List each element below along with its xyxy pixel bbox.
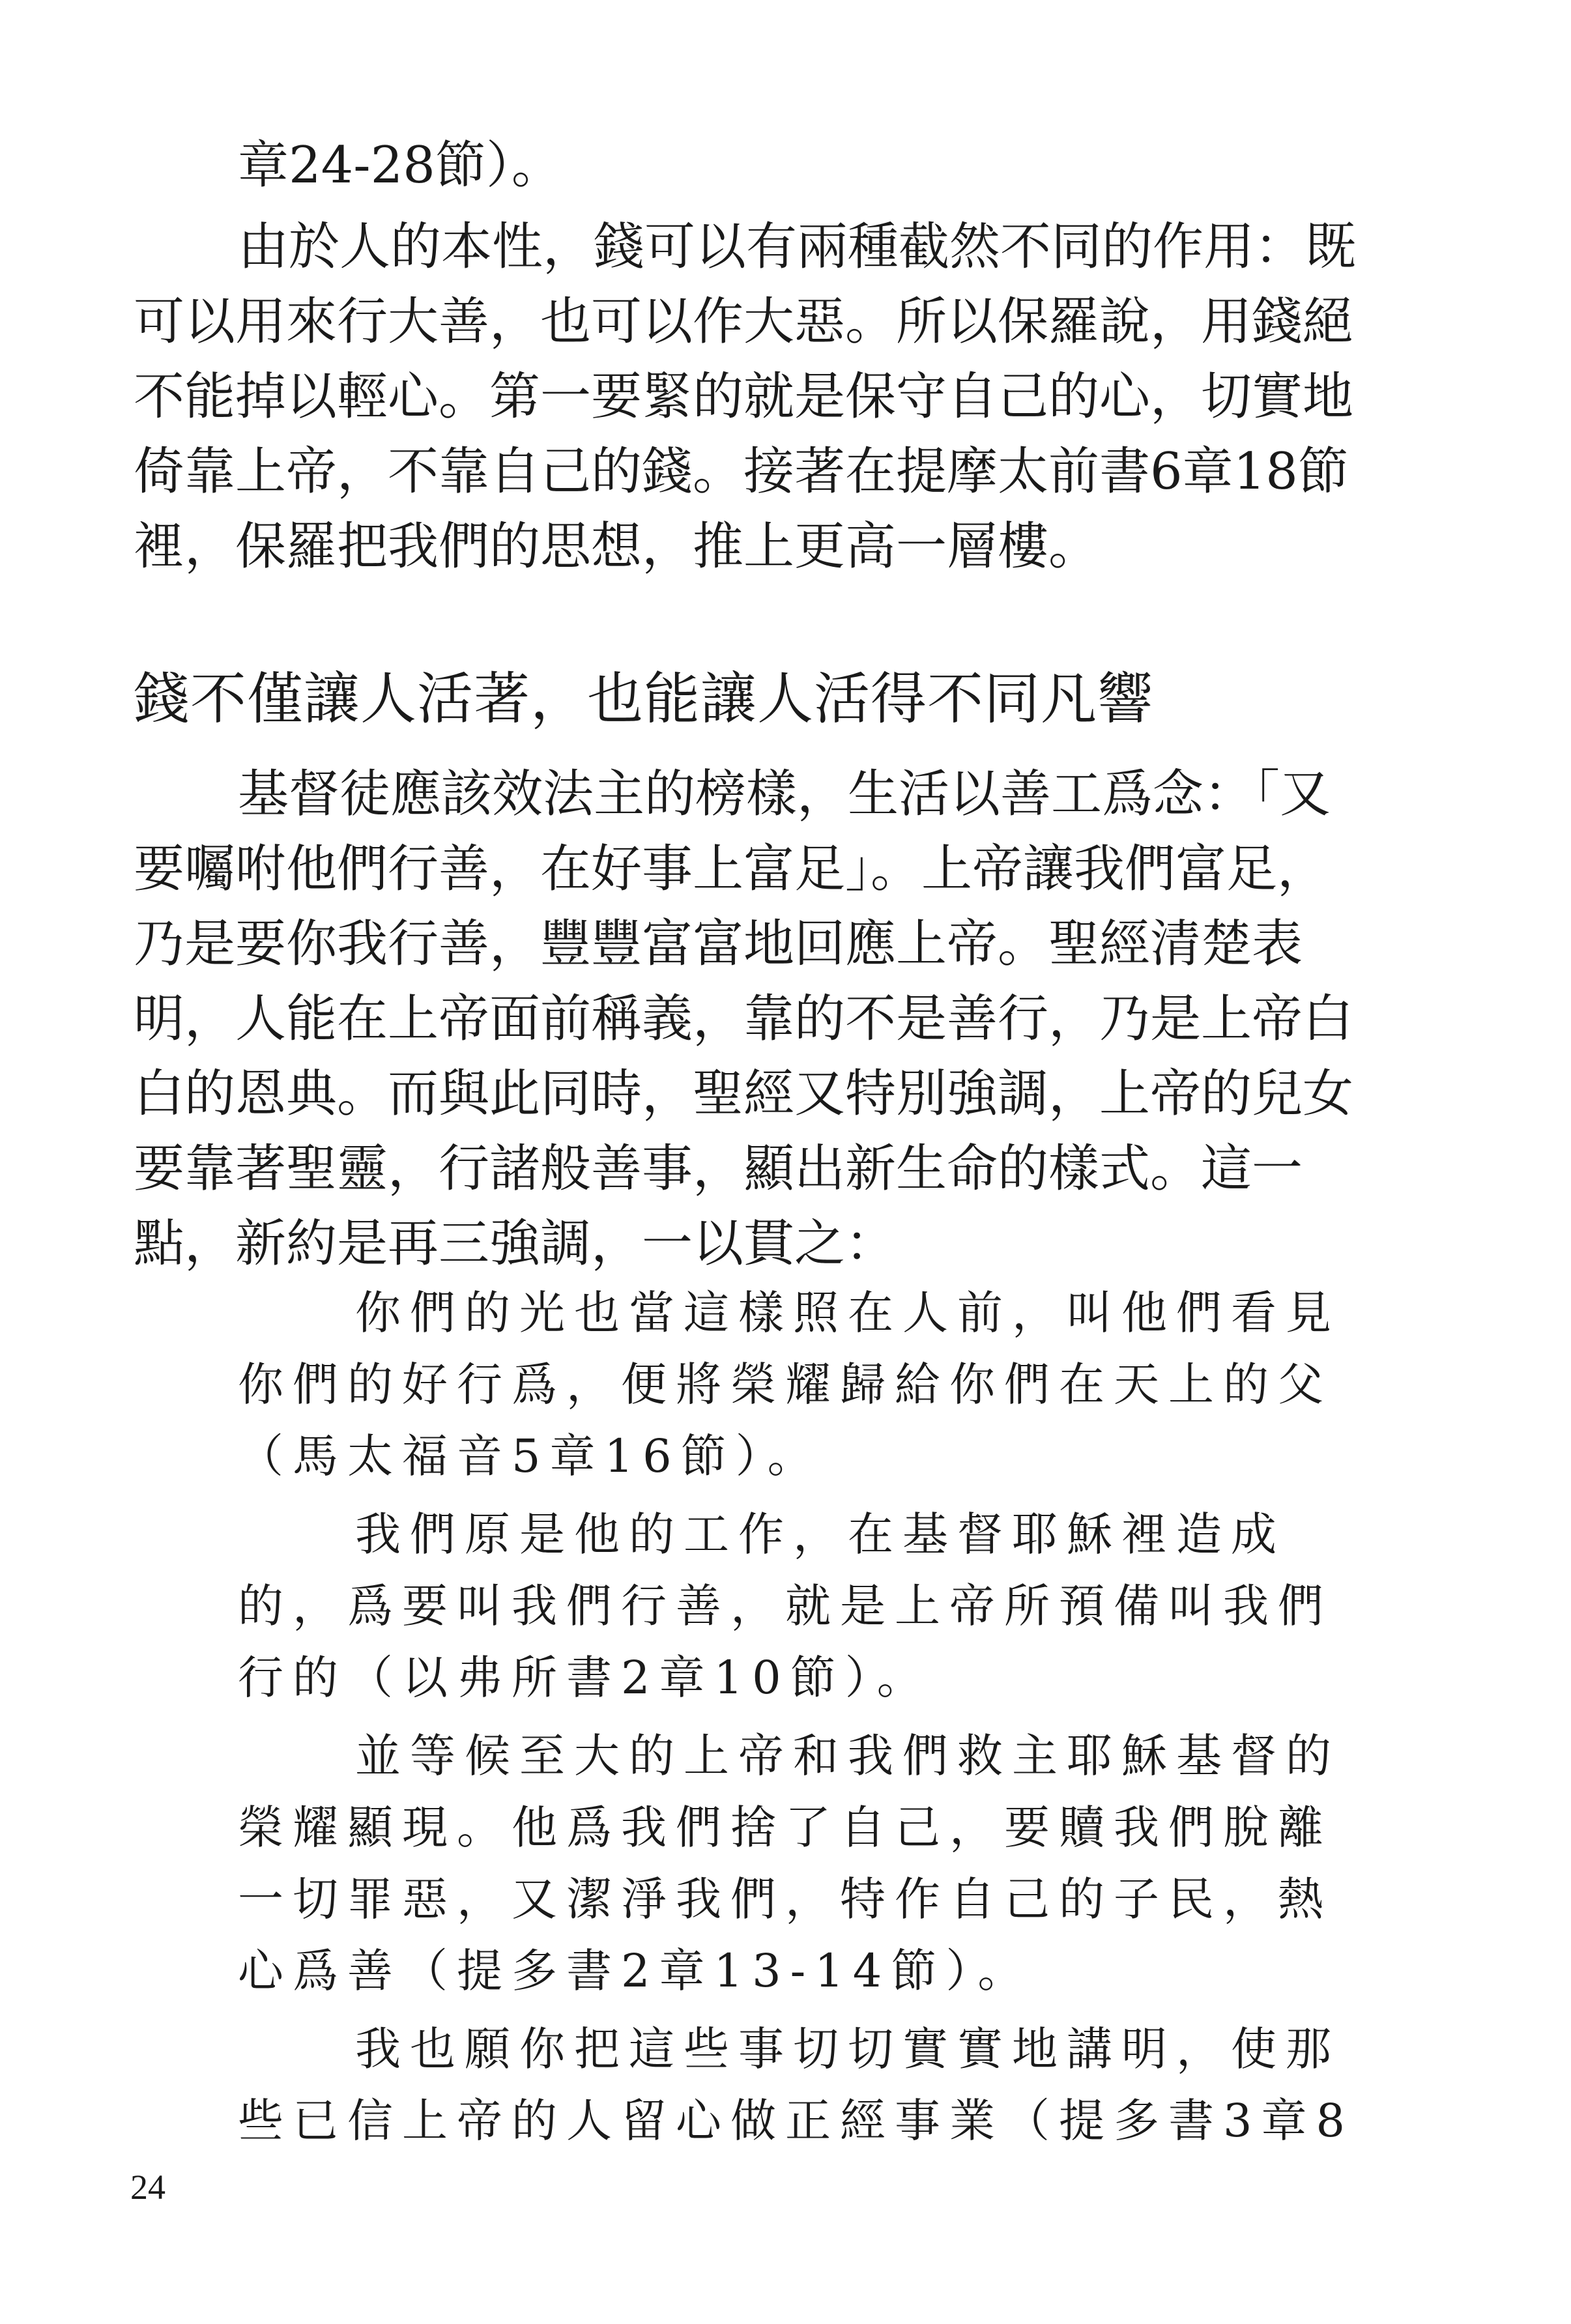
quote-1-line-2: 你們的好行爲，便將榮耀歸給你們在天上的父: [238, 1358, 1333, 1411]
section-line-7: 點，新約是再三強調，一以貫之：: [134, 1214, 897, 1273]
section-line-6: 要靠著聖靈，行諸般善事，顯出新生命的樣式。這一: [134, 1140, 1303, 1198]
intro-line-2: 由於人的本性，錢可以有兩種截然不同的作用：既: [238, 218, 1357, 276]
quote-2-line-2: 的，爲要叫我們行善，就是上帝所預備叫我們: [238, 1579, 1333, 1633]
quote-4-line-2: 些已信上帝的人留心做正經事業（提多書3章8: [238, 2094, 1355, 2147]
quote-1-line-3: （馬太福音5章16節）。: [238, 1429, 822, 1483]
quote-2-line-3: 行的（以弗所書2章10節）。: [238, 1651, 932, 1704]
intro-line-4: 不能掉以輕心。第一要緊的就是保守自己的心，切實地: [134, 367, 1354, 426]
intro-line-3: 可以用來行大善，也可以作大惡。所以保羅說，用錢絕: [134, 293, 1354, 351]
section-heading: 錢不僅讓人活著，也能讓人活得不同凡響: [134, 667, 1154, 732]
quote-2-line-1: 我們原是他的工作，在基督耶穌裡造成: [355, 1508, 1286, 1561]
quote-3-line-3: 一切罪惡，又潔淨我們，特作自己的子民，熱: [238, 1872, 1333, 1926]
section-line-3: 乃是要你我行善，豐豐富富地回應上帝。聖經清楚表: [134, 915, 1303, 973]
page-number: 24: [130, 2168, 166, 2207]
intro-line-1: 章24-28節）。: [238, 136, 562, 195]
section-line-5: 白的恩典。而與此同時，聖經又特別強調，上帝的兒女: [134, 1065, 1354, 1123]
quote-3-line-2: 榮耀顯現。他爲我們捨了自己，要贖我們脫離: [238, 1801, 1333, 1854]
quote-4-line-1: 我也願你把這些事切切實實地講明，使那: [355, 2022, 1340, 2076]
intro-line-6: 裡，保羅把我們的思想，推上更高一層樓。: [134, 517, 1100, 576]
quote-3-line-4: 心爲善（提多書2章13-14節）。: [238, 1944, 1033, 1998]
quote-1-line-1: 你們的光也當這樣照在人前，叫他們看見: [355, 1286, 1340, 1340]
section-line-1: 基督徒應該效法主的榜樣，生活以善工爲念：「又: [238, 765, 1331, 824]
intro-line-5: 倚靠上帝，不靠自己的錢。接著在提摩太前書6章18節: [134, 442, 1349, 501]
quote-3-line-1: 並等候至大的上帝和我們救主耶穌基督的: [355, 1729, 1340, 1783]
section-line-4: 明，人能在上帝面前稱義，靠的不是善行，乃是上帝白: [134, 990, 1354, 1048]
section-line-2: 要囑咐他們行善，在好事上富足」。上帝讓我們富足，: [134, 840, 1329, 898]
